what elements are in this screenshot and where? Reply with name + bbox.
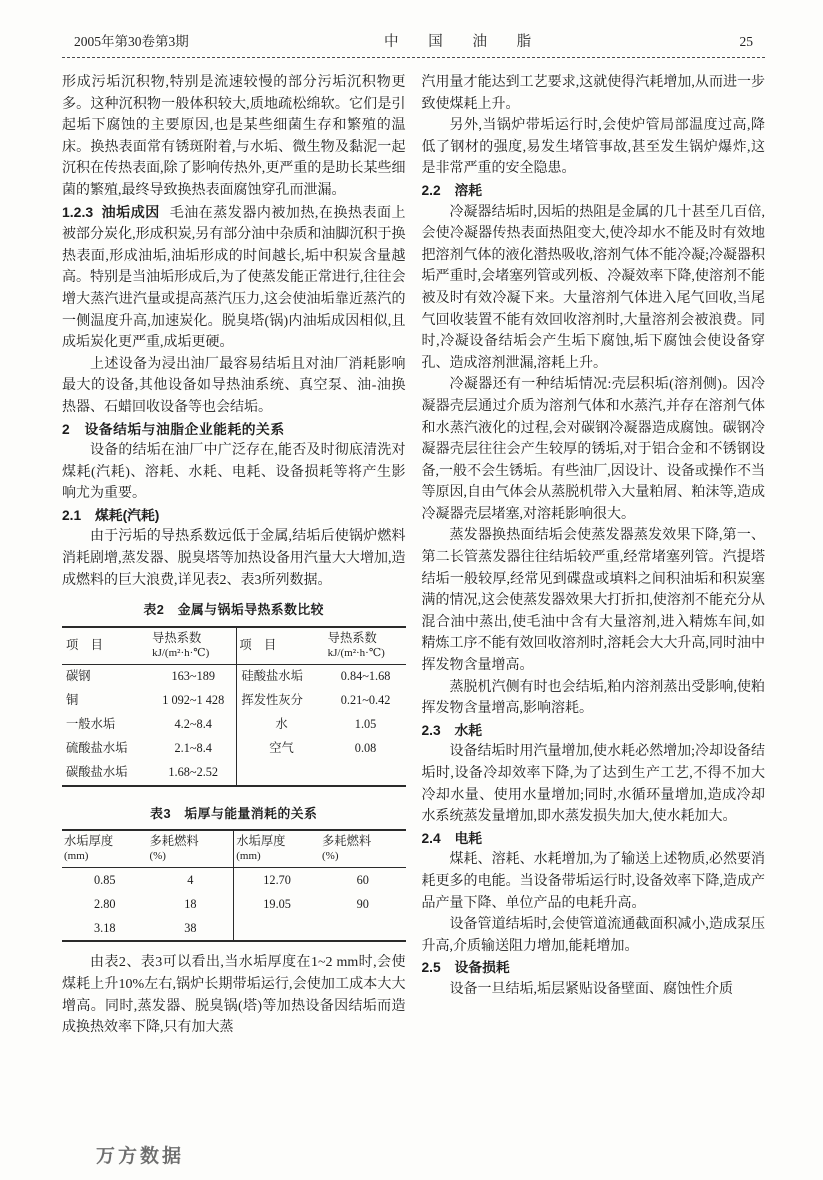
section-heading-2-3: 2.3 水耗 [421,722,483,738]
journal-title: 中 国 油 脂 [384,34,545,50]
left-column [62,72,406,1039]
paragraph: 上述设备为浸出油厂最容易结垢且对油厂消耗影响最大的设备,其他设备如导热油系统、真空泵、油-油换热器、石蜡回收设备等也会结垢。 [62,356,406,415]
table-row: 硫酸盐水垢 2.1~8.4 空气 0.08 [62,737,406,761]
page-header [62,30,765,57]
subsection-1-2-3 [62,202,406,354]
section-heading-2-2: 2.2 溶耗 [421,182,483,198]
paragraph: 设备一旦结垢,垢层紧贴设备壁面、腐蚀性介质 [449,981,733,997]
paragraph: 冷凝器还有一种结垢情况:壳层积垢(溶剂侧)。因冷凝器壳层通过介质为溶剂气体和水蒸汽,并存在溶剂气体和水蒸汽液化的过程,会对碳钢冷凝器造成腐蚀。碳钢冷凝器壳层往往会产生较厚的锈垢,对于铝合金和不锈钢设备,一般不会生锈垢。有些油厂,因设计、设备或操作不当等原因,自由气体会从蒸脱机带入大量粕屑、粕沫等,造成冷凝器壳层堵塞,对溶耗影响很大。 [421,377,765,522]
header-divider [62,57,765,58]
subsection-text: 毛油在蒸发器内被加热,在换热表面上被部分炭化,形成积炭,另有部分油中杂质和油脚沉积于换热表面,形成油垢,油垢形成的时间越长,垢中积炭含量越高。特别是当油垢形成后,为了使蒸发能正常进行,往往会增大蒸汽进汽量或提高蒸汽压力,这会使油垢靠近蒸汽的一侧温度升高,加速炭化。脱臭塔(锅)内油垢成因相似,且成垢炭化更严重,成垢更硬。 [62,205,406,351]
col-header-conductivity: 导热系数 kJ/(m²·h·℃) [326,627,406,665]
paragraph: 形成污垢沉积物,特别是流速较慢的部分污垢沉积物更多。这种沉积物一般体积较大,质地疏松绵软。它们是引起垢下腐蚀的主要原因,也是某些细菌生存和繁殖的温床。换热表面常有锈斑附着,与水垢、微生物及黏泥一起沉积在传热表面,除了影响传热外,更严重的是助长某些细菌的繁殖,最终导致换热表面腐蚀穿孔而泄漏。 [62,75,406,198]
paragraph: 另外,当锅炉带垢运行时,会使炉管局部温度过高,降低了钢材的强度,易发生堵管事故,甚至发生锅炉爆炸,这是非常严重的安全隐患。 [421,118,765,177]
table-row: 铜 1 092~1 428 挥发性灰分 0.21~0.42 [62,689,406,713]
col-header-thickness: 水垢厚度 (mm) [234,830,320,868]
table-row: 0.85 4 12.70 60 [62,868,406,893]
section-heading-2-4: 2.4 电耗 [421,830,483,846]
table-row: 碳钢 163~189 硅酸盐水垢 0.84~1.68 [62,664,406,689]
paragraph: 蒸发器换热面结垢会使蒸发器蒸发效果下降,第一、第二长管蒸发器往往结垢较严重,经常堵塞列管。汽提塔结垢一般较厚,经常见到碟盘或填料之间积油垢和积炭塞满的情况,这会使蒸发器效果大打折扣,使溶剂不能充分从混合油中蒸出,使毛油中含有大量溶剂,进入精炼车间,如精炼工序不能有效回收溶剂时,溶耗会大大升高,同时油中挥发物含量增高。 [421,528,765,674]
right-column [422,72,766,1039]
paragraph: 煤耗、溶耗、水耗增加,为了输送上述物质,必然要消耗更多的电能。当设备带垢运行时,设备效率下降,造成产品产量下降、单位产品的电耗升高。 [421,852,765,911]
paragraph: 由表2、表3可以看出,当水垢厚度在1~2 mm时,会使煤耗上升10%左右,锅炉长期带垢运行,会使加工成本大大增高。同时,蒸发器、脱臭锅(塔)等加热设备因结垢而造成换热效率下降,只有加大蒸 [62,955,406,1036]
paragraph: 蒸脱机汽侧有时也会结垢,粕内溶剂蒸出受影响,使粕挥发物含量增高,影响溶耗。 [421,679,765,717]
issue-label: 2005年第30卷第3期 [74,34,189,49]
table-3-grid [62,829,406,942]
table-row: 3.18 38 [62,916,406,941]
table-2 [62,599,406,787]
table-row: 2.80 18 19.05 90 [62,892,406,916]
paragraph: 设备管道结垢时,会使管道流通截面积减小,造成泵压升高,介质输送阻力增加,能耗增加。 [421,917,765,954]
paragraph: 冷凝器结垢时,因垢的热阻是金属的几十甚至几百倍,会使冷凝器传热表面热阻变大,使冷却水不能及时有效地把溶剂气体的液化潜热吸收,溶剂气体不能冷凝;冷凝器积垢严重时,会堵塞列管或列板、冷凝效率下降,使溶剂不能被及时有效冷凝下来。大量溶剂气体进入尾气回收,当尾气回收装置不能有效回收溶剂时,大量溶剂会被浪费。同时,冷凝设备结垢会产生垢下腐蚀,垢下腐蚀会使设备穿孔、造成溶剂泄漏,溶耗上升。 [421,204,765,371]
table-row: 一般水垢 4.2~8.4 水 1.05 [62,713,406,737]
col-header-item: 项 目 [62,627,150,665]
paragraph: 设备结垢时用汽量增加,使水耗必然增加;冷却设备结垢时,设备冷却效率下降,为了达到生产工艺,不得不加大冷却水量、使用水量增加;同时,水循环量增加,造成冷却水系统蒸发量增加,即水蒸发损失加大,使水耗加大。 [421,744,765,825]
col-header-thickness: 水垢厚度 (mm) [62,830,147,868]
col-header-fuel: 多耗燃料 (%) [147,830,233,868]
table-2-grid [62,626,406,787]
table-3-title: 表3 垢厚与能量消耗的关系 [150,805,318,821]
col-header-fuel: 多耗燃料 (%) [320,830,406,868]
section-heading-2-5: 2.5 设备损耗 [421,960,510,976]
wanfang-data-watermark: 万方数据 [96,1146,185,1167]
col-header-conductivity: 导热系数 kJ/(m²·h·℃) [150,627,237,665]
table-2-title: 表2 金属与锅垢导热系数比较 [143,602,324,618]
subsection-number: 1.2.3 [62,203,94,220]
paragraph: 由于污垢的导热系数远低于金属,结垢后使锅炉燃料消耗剧增,蒸发器、脱臭塔等加热设备用汽量大大增加,造成燃料的巨大浪费,详见表2、表3所列数据。 [62,529,406,588]
col-header-item: 项 目 [237,627,326,665]
two-column-body [62,72,765,1039]
section-heading-2-1: 2.1 煤耗(汽耗) [62,507,160,523]
subsection-title: 油垢成因 [101,203,160,220]
table-row: 碳酸盐水垢 1.68~2.52 [62,761,406,786]
paragraph: 设备的结垢在油厂中广泛存在,能否及时彻底清洗对煤耗(汽耗)、溶耗、水耗、电耗、设备损耗等将产生影响尤为重要。 [62,443,406,502]
table-3 [62,803,406,943]
page-number: 25 [739,34,753,49]
paragraph: 汽用量才能达到工艺要求,这就使得汽耗增加,从而进一步致使煤耗上升。 [421,75,765,112]
section-heading-2: 2 设备结垢与油脂企业能耗的关系 [62,421,285,437]
